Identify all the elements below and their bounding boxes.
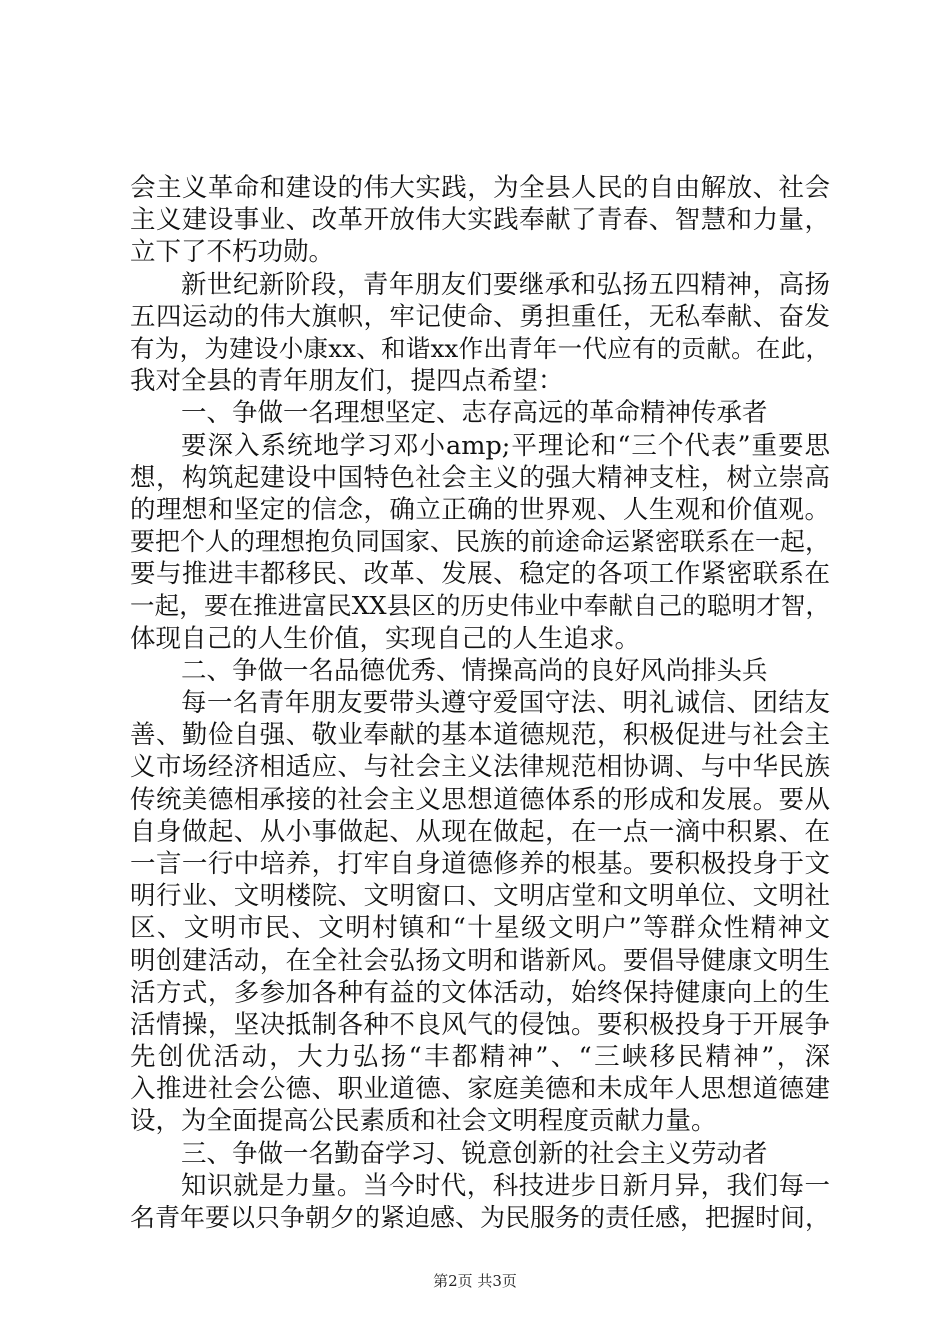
text-line: 要把个人的理想抱负同国家、民族的前途命运紧密联系在一起， xyxy=(130,527,831,557)
text-line: 主义建设事业、改革开放伟大实践奉献了青春、智慧和力量， xyxy=(130,205,830,236)
text-line: 名青年要以只争朝夕的紧迫感、为民服务的责任感，把握时间， xyxy=(130,1203,831,1232)
text-line: 自身做起、从小事做起、从现在做起，在一点一滴中积累、在 xyxy=(130,816,830,847)
text-line: 传统美德相承接的社会主义思想道德体系的形成和发展。要从 xyxy=(130,784,830,815)
text-line: 要与推进丰都移民、改革、发展、稳定的各项工作紧密联系在 xyxy=(130,559,830,590)
text-line: 一起，要在推进富民XX县区的历史伟业中奉献自己的聪明才智， xyxy=(130,591,830,621)
text-line: 新世纪新阶段，青年朋友们要继承和弘扬五四精神，高扬 xyxy=(181,269,830,300)
text-line: 明创建活动，在全社会弘扬文明和谐新风。要倡导健康文明生 xyxy=(130,945,830,976)
text-line: 区、文明市民、文明村镇和“十星级文明户”等群众性精神文 xyxy=(130,913,830,944)
document-body xyxy=(130,172,830,1234)
text-line: 三、争做一名勤奋学习、锐意创新的社会主义劳动者 xyxy=(181,1138,768,1169)
text-line: 活方式，多参加各种有益的文体活动，始终保持健康向上的生 xyxy=(130,977,830,1008)
text-line: 体现自己的人生价值，实现自己的人生追求。 xyxy=(130,623,641,654)
text-line: 先创优活动，大力弘扬“丰都精神”、“三峡移民精神”，深 xyxy=(130,1042,830,1073)
text-line: 一言一行中培养，打牢自身道德修养的根基。要积极投身于文 xyxy=(130,848,830,879)
text-line: 活情操，坚决抵制各种不良风气的侵蚀。要积极投身于开展争 xyxy=(130,1009,830,1040)
text-line: 的理想和坚定的信念，确立正确的世界观、人生观和价值观。 xyxy=(130,494,830,525)
page-footer: 第2页 共3页 xyxy=(433,1272,517,1290)
text-line: 要深入系统地学习邓小amp;平理论和“三个代表”重要思 xyxy=(181,430,830,461)
text-line: 立下了不朽功勋。 xyxy=(130,237,335,268)
text-line: 每一名青年朋友要带头遵守爱国守法、明礼诚信、团结友 xyxy=(181,688,830,718)
text-line: 善、勤俭自强、敬业奉献的基本道德规范，积极促进与社会主 xyxy=(130,720,830,751)
text-line: 会主义革命和建设的伟大实践，为全县人民的自由解放、社会 xyxy=(130,173,830,203)
text-line: 一、争做一名理想坚定、志存高远的革命精神传承者 xyxy=(181,398,768,429)
text-line: 有为，为建设小康xx、和谐xx作出青年一代应有的贡献。在此， xyxy=(130,333,830,363)
text-line: 知识就是力量。当今时代，科技进步日新月异，我们每一 xyxy=(181,1170,830,1201)
text-line: 我对全县的青年朋友们，提四点希望： xyxy=(130,366,564,397)
text-line: 义市场经济相适应、与社会主义法律规范相协调、与中华民族 xyxy=(130,752,830,783)
text-line: 五四运动的伟大旗帜，牢记使命、勇担重任，无私奉献、奋发 xyxy=(130,301,830,332)
text-line: 明行业、文明楼院、文明窗口、文明店堂和文明单位、文明社 xyxy=(130,881,830,912)
text-line: 二、争做一名品德优秀、情操高尚的良好风尚排头兵 xyxy=(181,655,768,686)
text-line: 入推进社会公德、职业道德、家庭美德和未成年人思想道德建 xyxy=(130,1074,830,1105)
text-line: 想，构筑起建设中国特色社会主义的强大精神支柱，树立崇高 xyxy=(130,462,830,493)
text-line: 设，为全面提高公民素质和社会文明程度贡献力量。 xyxy=(130,1106,717,1137)
